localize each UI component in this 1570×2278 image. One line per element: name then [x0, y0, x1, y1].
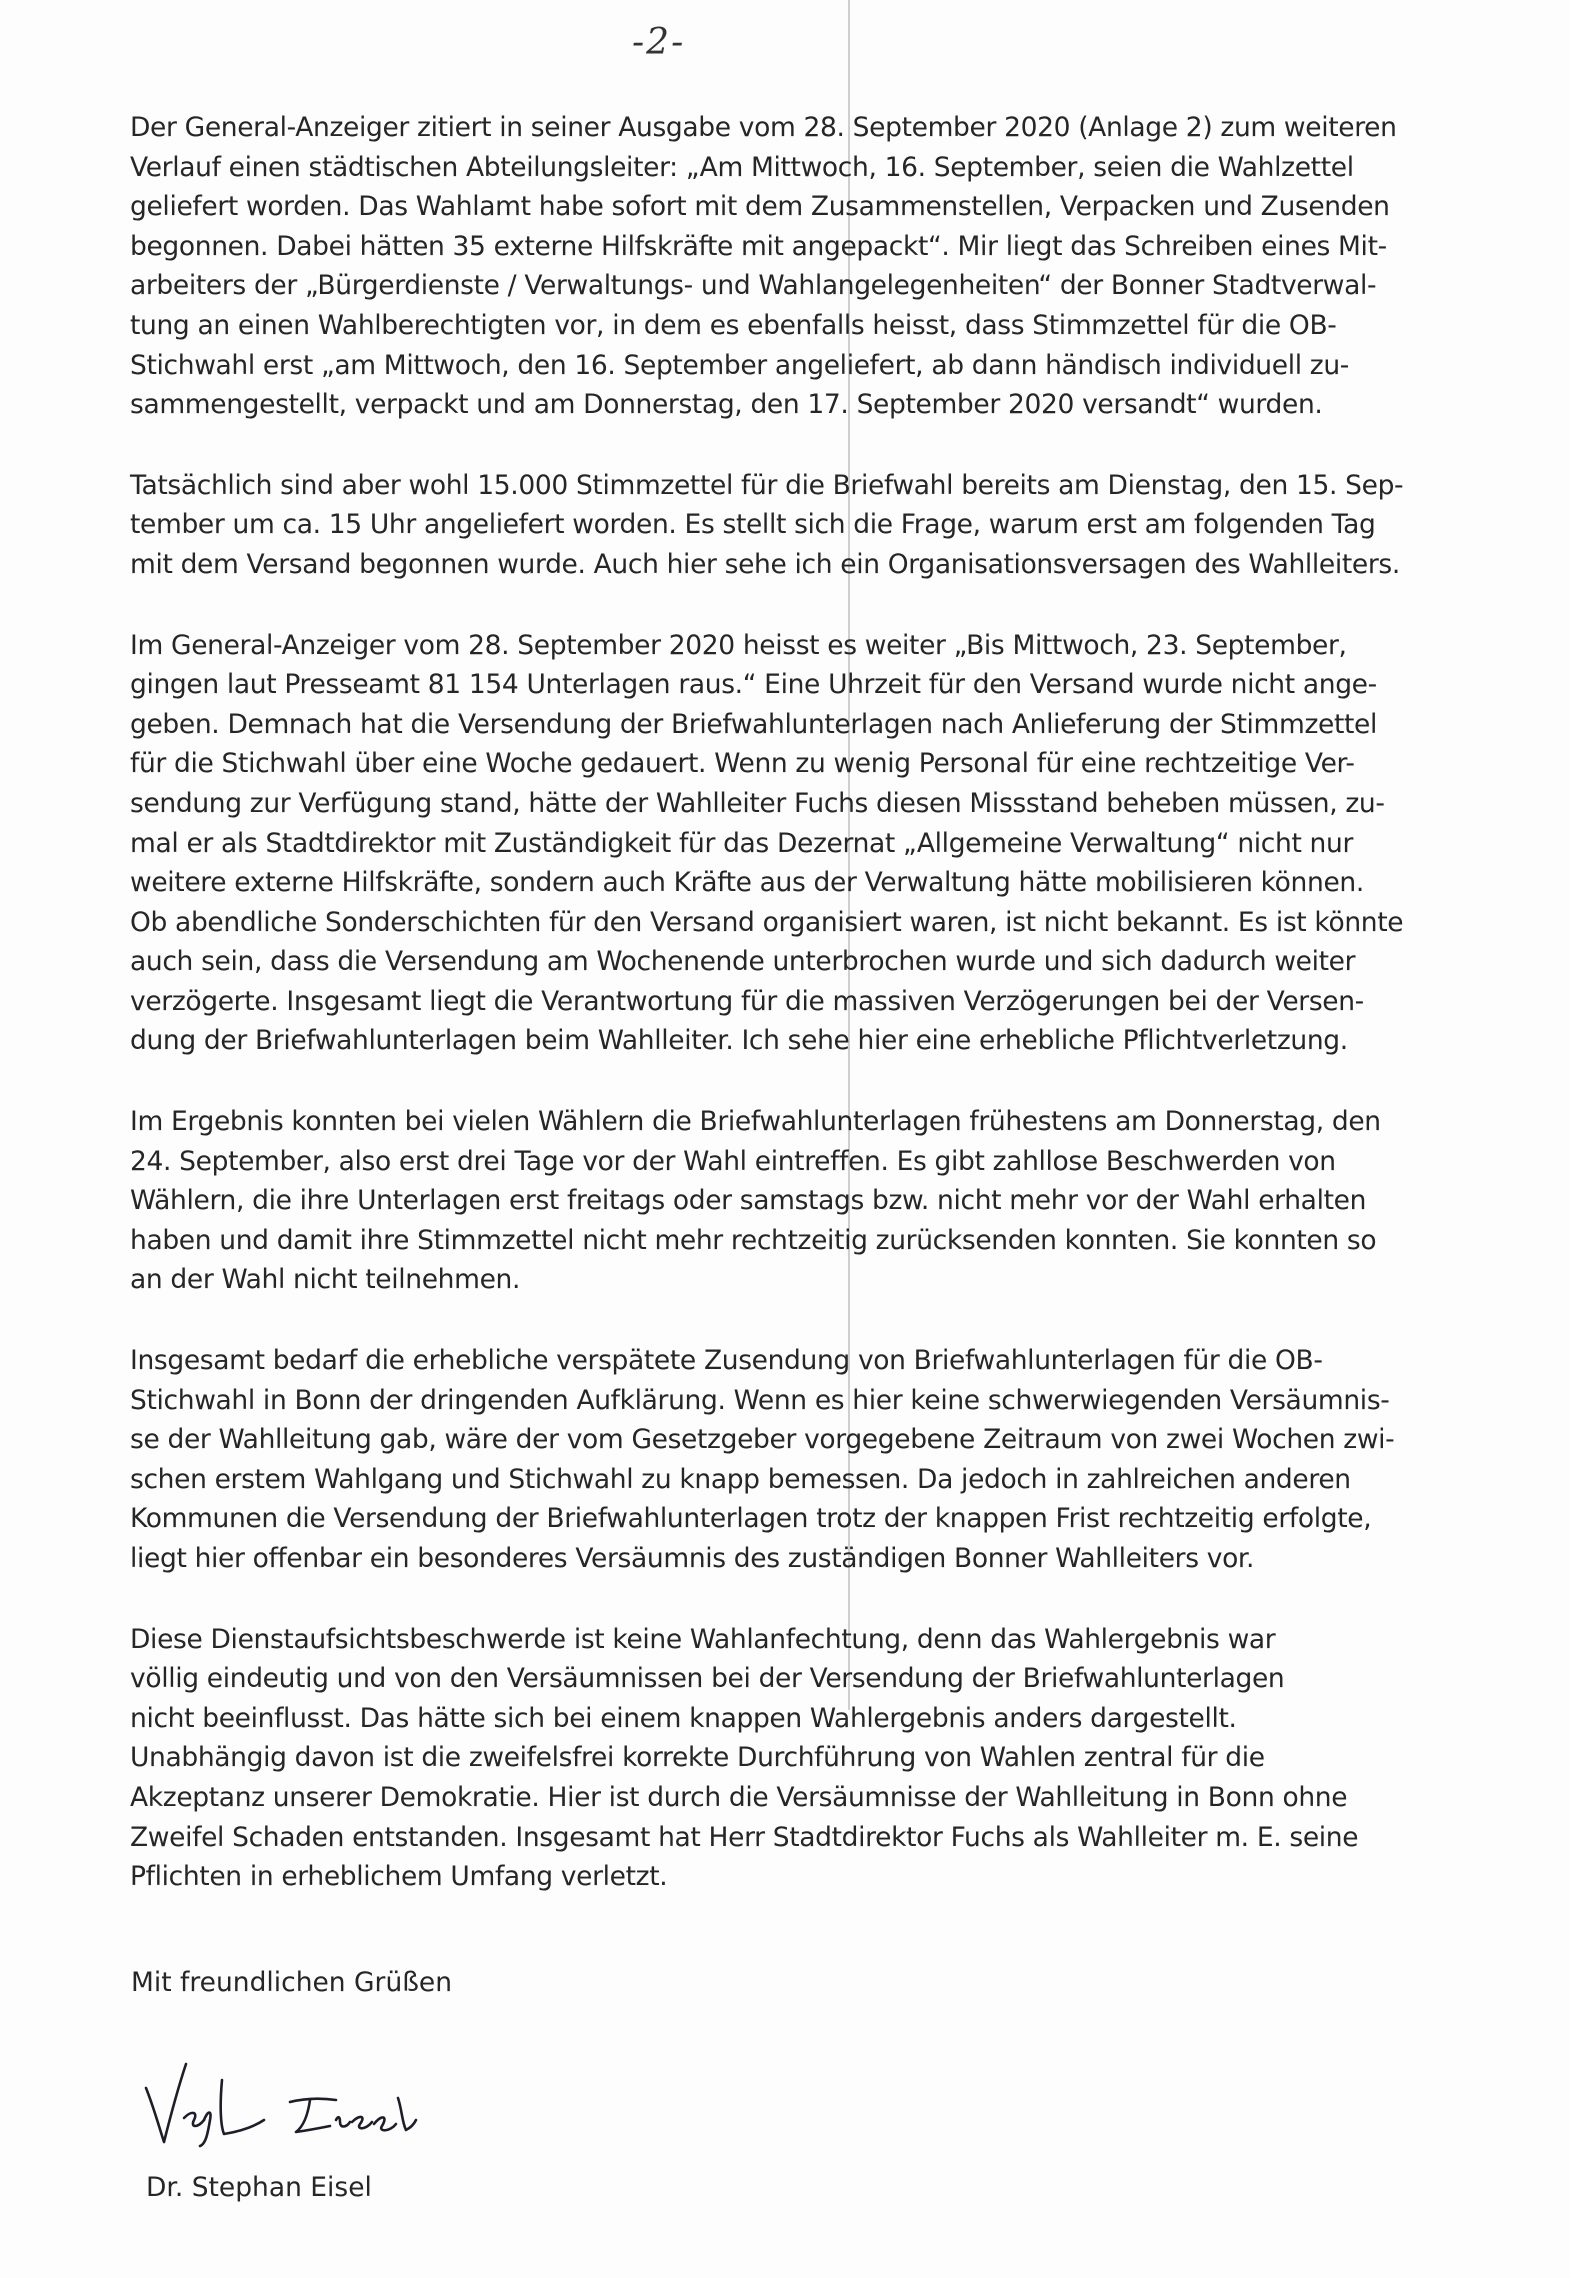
- text-line: begonnen. Dabei hätten 35 externe Hilfskräfte mit angepackt“. Mir liegt das Schreiben eines Mit-: [130, 230, 1387, 262]
- text-line: nicht beeinflusst. Das hätte sich bei einem knappen Wahlergebnis anders dargestellt.: [130, 1702, 1237, 1734]
- text-line: Unabhängig davon ist die zweifelsfrei korrekte Durchführung von Wahlen zentral für die: [130, 1742, 1265, 1774]
- text-line: Stichwahl erst „am Mittwoch, den 16. September angeliefert, ab dann händisch individuell zu-: [130, 349, 1350, 381]
- text-line: Kommunen die Versendung der Briefwahlunterlagen trotz der knappen Frist rechtzeitig erfolgte,: [130, 1503, 1372, 1535]
- text-line: se der Wahlleitung gab, wäre der vom Gesetzgeber vorgegebene Zeitraum von zwei Wochen zwi-: [130, 1424, 1395, 1456]
- text-line: mit dem Versand begonnen wurde. Auch hier sehe ich ein Organisationsversagen des Wahlleiters.: [130, 548, 1400, 580]
- text-line: dung der Briefwahlunterlagen beim Wahlleiter. Ich sehe hier eine erhebliche Pflichtverletzung.: [130, 1025, 1348, 1057]
- text-line: haben und damit ihre Stimmzettel nicht mehr rechtzeitig zurücksenden konnten. Sie konnten so: [130, 1224, 1377, 1256]
- signer-name: Dr. Stephan Eisel: [146, 2172, 372, 2203]
- paragraph: [130, 108, 1460, 425]
- page-number: -2-: [632, 22, 686, 63]
- text-line: Insgesamt bedarf die erhebliche verspätete Zusendung von Briefwahlunterlagen für die OB-: [130, 1345, 1323, 1377]
- text-line: auch sein, dass die Versendung am Wochenende unterbrochen wurde und sich dadurch weiter: [130, 946, 1356, 978]
- paragraph: [130, 1341, 1460, 1579]
- text-line: Akzeptanz unserer Demokratie. Hier ist durch die Versäumnisse der Wahlleitung in Bonn ohne: [130, 1781, 1348, 1813]
- closing-salutation: Mit freundlichen Grüßen: [131, 1967, 453, 1998]
- text-line: Der General-Anzeiger zitiert in seiner Ausgabe vom 28. September 2020 (Anlage 2) zum weiteren: [130, 112, 1397, 143]
- text-line: Tatsächlich sind aber wohl 15.000 Stimmzettel für die Briefwahl bereits am Dienstag, den 15. Sep-: [130, 469, 1404, 501]
- text-line: Im Ergebnis konnten bei vielen Wählern die Briefwahlunterlagen frühestens am Donnerstag, den: [130, 1106, 1381, 1138]
- text-line: an der Wahl nicht teilnehmen.: [130, 1264, 521, 1296]
- text-line: sammengestellt, verpackt und am Donnerstag, den 17. September 2020 versandt“ wurden.: [130, 389, 1323, 421]
- text-line: gingen laut Presseamt 81 154 Unterlagen raus.“ Eine Uhrzeit für den Versand wurde nicht ange-: [130, 669, 1377, 701]
- handwritten-signature: [140, 2058, 420, 2148]
- text-line: völlig eindeutig und von den Versäumnissen bei der Versendung der Briefwahlunterlagen: [130, 1663, 1285, 1695]
- text-line: tung an einen Wahlberechtigten vor, in dem es ebenfalls heisst, dass Stimmzettel für die OB-: [130, 309, 1337, 341]
- text-line: Pflichten in erheblichem Umfang verletzt.: [130, 1861, 668, 1893]
- text-line: tember um ca. 15 Uhr angeliefert worden. Es stellt sich die Frage, warum erst am folgenden Tag: [130, 509, 1376, 541]
- text-line: Wählern, die ihre Unterlagen erst freitags oder samstags bzw. nicht mehr vor der Wahl erhalten: [130, 1185, 1367, 1217]
- letter-body: [130, 108, 1460, 1938]
- text-line: Verlauf einen städtischen Abteilungsleiter: „Am Mittwoch, 16. September, seien die Wahlzettel: [130, 151, 1354, 183]
- text-line: geliefert worden. Das Wahlamt habe sofort mit dem Zusammenstellen, Verpacken und Zusenden: [130, 191, 1390, 223]
- text-line: liegt hier offenbar ein besonderes Versäumnis des zuständigen Bonner Wahlleiters vor.: [130, 1543, 1255, 1574]
- paragraph: [130, 1620, 1460, 1897]
- text-line: verzögerte. Insgesamt liegt die Verantwortung für die massiven Verzögerungen bei der Versen-: [130, 985, 1364, 1017]
- paragraph: [130, 466, 1460, 585]
- paragraph: [130, 1102, 1460, 1300]
- text-line: arbeiters der „Bürgerdienste / Verwaltungs- und Wahlangelegenheiten“ der Bonner Stadtverwal-: [130, 270, 1377, 302]
- text-line: mal er als Stadtdirektor mit Zuständigkeit für das Dezernat „Allgemeine Verwaltung“ nicht nur: [130, 827, 1353, 859]
- text-line: Im General-Anzeiger vom 28. September 2020 heisst es weiter „Bis Mittwoch, 23. September,: [130, 629, 1347, 661]
- paragraph: [130, 626, 1460, 1062]
- text-line: schen erstem Wahlgang und Stichwahl zu knapp bemessen. Da jedoch in zahlreichen anderen: [130, 1463, 1351, 1495]
- text-line: geben. Demnach hat die Versendung der Briefwahlunterlagen nach Anlieferung der Stimmzettel: [130, 708, 1378, 740]
- text-line: 24. September, also erst drei Tage vor der Wahl eintreffen. Es gibt zahllose Beschwerden von: [130, 1145, 1336, 1177]
- text-line: Ob abendliche Sonderschichten für den Versand organisiert waren, ist nicht bekannt. Es ist könnte: [130, 906, 1404, 938]
- text-line: für die Stichwahl über eine Woche gedauert. Wenn zu wenig Personal für eine rechtzeitige Ver-: [130, 748, 1355, 780]
- text-line: Stichwahl in Bonn der dringenden Aufklärung. Wenn es hier keine schwerwiegenden Versäumnis-: [130, 1384, 1390, 1416]
- text-line: Diese Dienstaufsichtsbeschwerde ist keine Wahlanfechtung, denn das Wahlergebnis war: [130, 1623, 1276, 1655]
- text-line: weitere externe Hilfskräfte, sondern auch Kräfte aus der Verwaltung hätte mobilisieren können.: [130, 867, 1364, 899]
- text-line: Zweifel Schaden entstanden. Insgesamt hat Herr Stadtdirektor Fuchs als Wahlleiter m. E. seine: [130, 1821, 1359, 1853]
- text-line: sendung zur Verfügung stand, hätte der Wahlleiter Fuchs diesen Missstand beheben müssen, zu-: [130, 787, 1385, 819]
